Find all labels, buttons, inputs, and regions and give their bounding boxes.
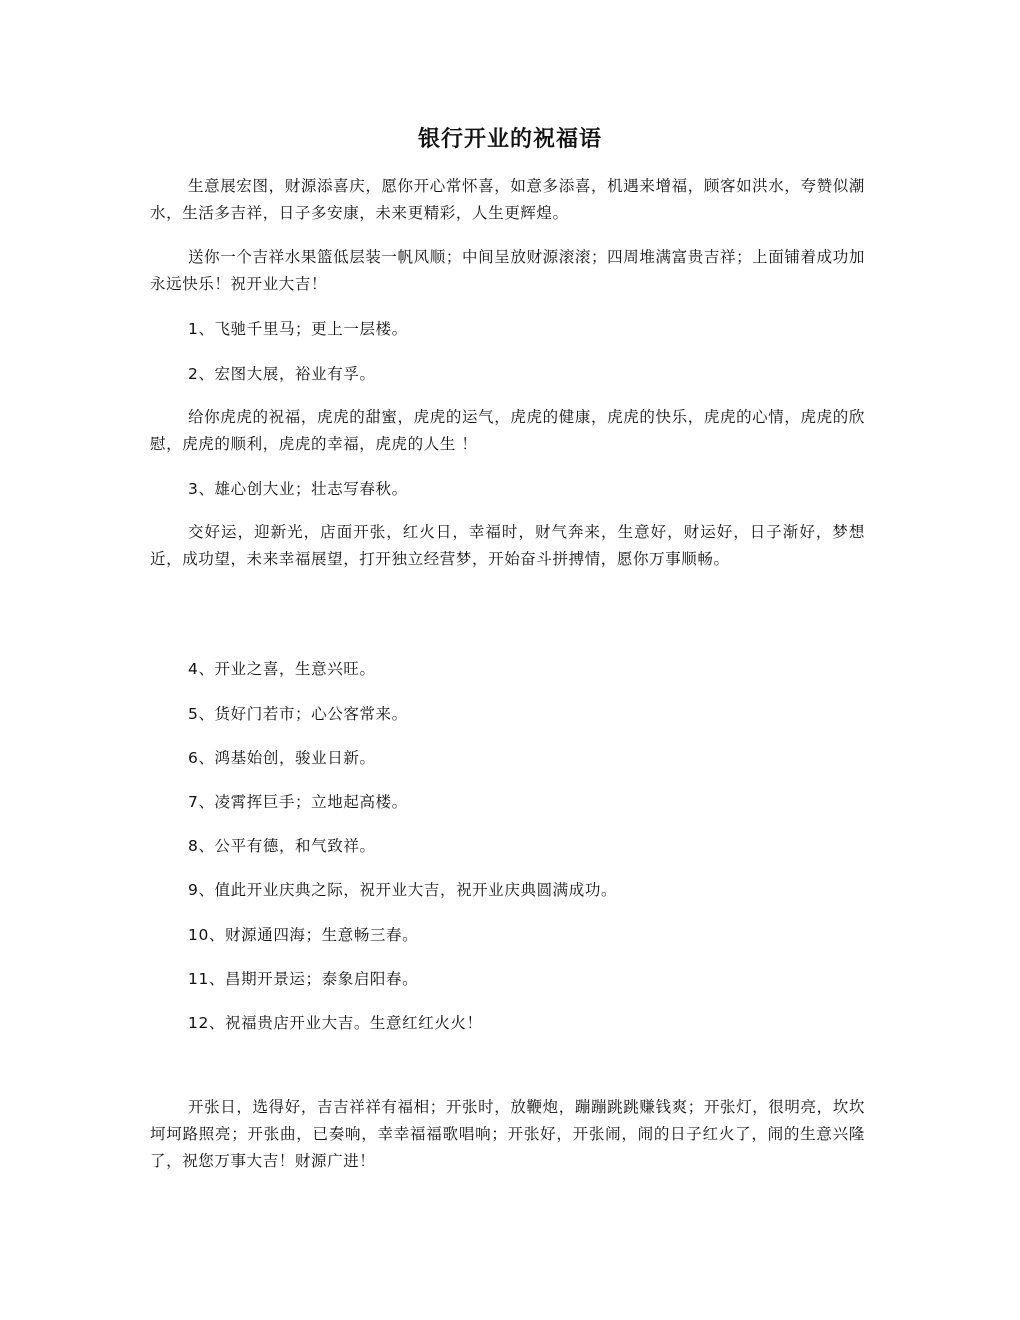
list-item-9: 9、值此开业庆典之际，祝开业大吉，祝开业庆典圆满成功。 xyxy=(188,881,618,899)
list-item-8: 8、公平有德，和气致祥。 xyxy=(188,837,376,855)
paragraph-3: 给你虎虎的祝福，虎虎的甜蜜，虎虎的运气，虎虎的健康，虎虎的快乐，虎虎的心情，虎虎的欣慰，虎虎的顺利，虎虎的幸福，虎虎的人生 ！ xyxy=(150,408,865,453)
list-item-11: 11、昌期开景运；泰象启阳春。 xyxy=(188,970,419,988)
paragraph-1: 生意展宏图，财源添喜庆，愿你开心常怀喜，如意多添喜，机遇来增福，顾客如洪水，夸赞似潮水，生活多吉祥，日子多安康，未来更精彩，人生更辉煌。 xyxy=(150,177,865,222)
list-item-1: 1、飞驰千里马；更上一层楼。 xyxy=(188,320,408,338)
paragraph-5: 开张日，选得好，吉吉祥祥有福相；开张时，放鞭炮，蹦蹦跳跳赚钱爽；开张灯，很明亮，坎坎坷坷路照亮；开张曲，已奏响，幸幸福福歌唱响；开张好，开张闹，闹的日子红火了，闹的生意兴隆了，祝您万事大吉！财源广进！ xyxy=(150,1098,865,1170)
paragraph-4: 交好运，迎新光，店面开张，红火日，幸福时，财气奔来，生意好，财运好，日子渐好，梦想近，成功望，未来幸福展望，打开独立经营梦，开始奋斗拼搏情，愿你万事顺畅。 xyxy=(150,523,865,568)
paragraph-2: 送你一个吉祥水果篮低层装一帆风顺；中间呈放财源滚滚；四周堆满富贵吉祥；上面铺着成功加永远快乐！祝开业大吉！ xyxy=(150,248,865,293)
list-item-10: 10、财源通四海；生意畅三春。 xyxy=(188,926,419,944)
list-item-4: 4、开业之喜，生意兴旺。 xyxy=(188,660,376,678)
list-item-3: 3、雄心创大业；壮志写春秋。 xyxy=(188,480,408,498)
list-item-12: 12、祝福贵店开业大吉。生意红红火火！ xyxy=(188,1014,483,1032)
list-item-7: 7、凌霄挥巨手；立地起高楼。 xyxy=(188,793,408,811)
list-item-2: 2、宏图大展，裕业有孚。 xyxy=(188,365,376,383)
list-item-6: 6、鸿基始创，骏业日新。 xyxy=(188,749,376,767)
list-item-5: 5、货好门若市；心公客常来。 xyxy=(188,705,408,723)
document-title: 银行开业的祝福语 xyxy=(417,127,602,152)
